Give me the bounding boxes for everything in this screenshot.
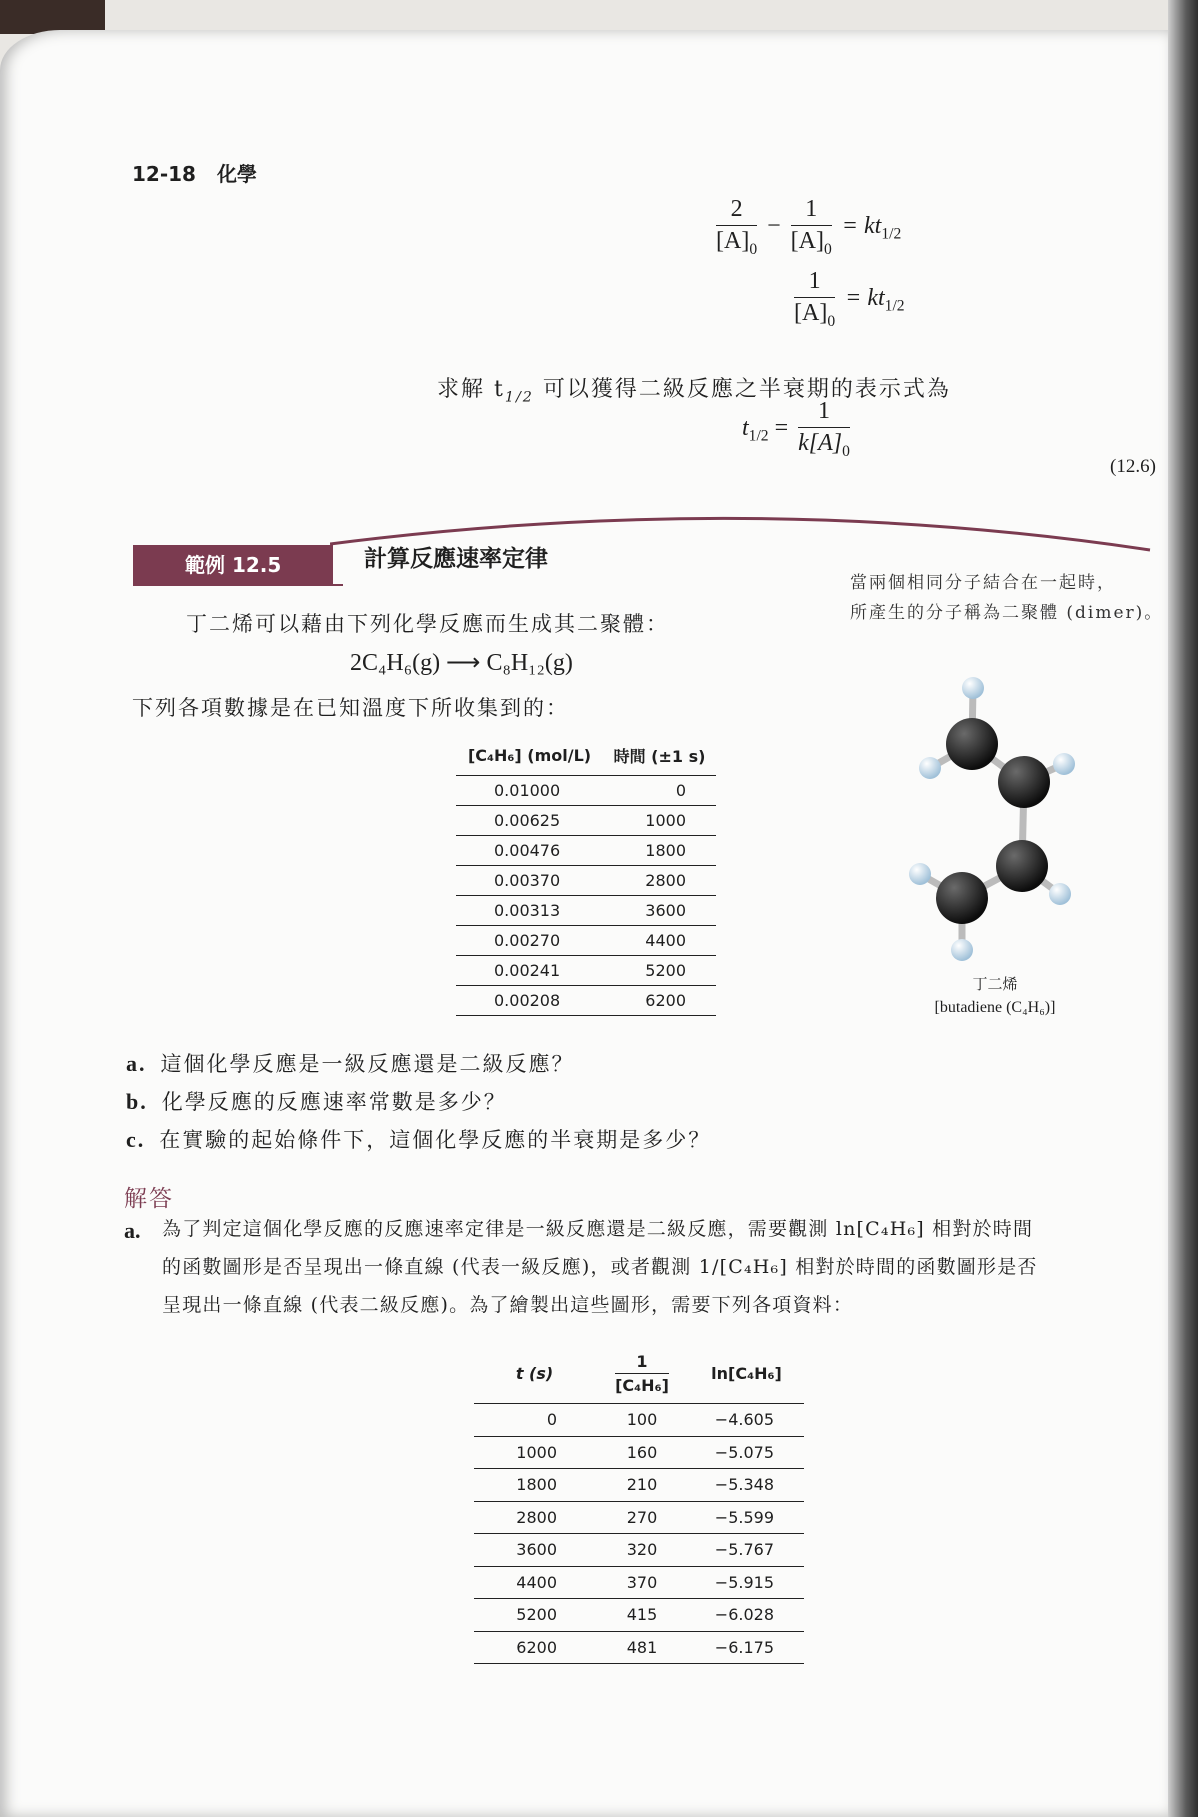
solution-label: a.: [124, 1218, 141, 1243]
formula-2-rhs-sub: 1/2: [884, 297, 905, 315]
formula-1-rhs: = kt: [841, 212, 882, 239]
table-cell: −5.767: [689, 1534, 804, 1567]
question-b: [126, 1086, 507, 1116]
equation-number: (12.6): [1110, 456, 1156, 477]
formula-1-den-b: [A]: [790, 228, 824, 254]
formula-2-rhs: = kt: [845, 284, 885, 311]
carbon-atom: [998, 756, 1050, 808]
half-life-lhs-sub: 1/2: [748, 427, 769, 445]
table-cell: −5.915: [689, 1566, 804, 1599]
table-row: [474, 1469, 804, 1502]
hydrogen-atom: [919, 757, 941, 779]
example-statement: 丁二烯可以藉由下列化學反應而生成其二聚體：: [186, 612, 669, 636]
table-cell: −5.599: [689, 1501, 804, 1534]
data-intro: 下列各項數據是在已知溫度下所收集到的：: [132, 696, 569, 720]
table-cell: 0.00370: [456, 866, 603, 896]
solution-heading: 解答: [124, 1186, 174, 1212]
intro-text: 求解 t: [437, 377, 505, 402]
formula-1-den-a-sub: 0: [749, 240, 758, 258]
intro-sub: 1/2: [504, 389, 534, 406]
formula-1-numerator-a: 2: [716, 196, 757, 226]
table-cell: 481: [595, 1631, 689, 1664]
formula-1-minus: −: [767, 212, 781, 239]
question-c: [126, 1124, 711, 1154]
formula-line-1: [712, 196, 901, 259]
table-row: [456, 926, 716, 956]
formula-1-den-b-sub: 0: [824, 240, 832, 258]
table-cell: 2800: [474, 1501, 595, 1534]
table-cell: 415: [595, 1599, 689, 1632]
table-cell: 100: [595, 1404, 689, 1437]
molecule-caption: [920, 972, 1070, 1020]
formula-1-numerator-b: 1: [791, 196, 832, 226]
table-cell: 0.00241: [456, 956, 603, 986]
solution-line-3: 呈現出一條直線 (代表二級反應)。為了繪製出這些圖形，需要下列各項資料：: [162, 1294, 854, 1316]
half-life-formula: [742, 398, 854, 461]
table-row: [474, 1501, 804, 1534]
hydrogen-atom: [909, 863, 931, 885]
table-cell: 210: [595, 1469, 689, 1502]
table-row: [456, 986, 716, 1016]
half-life-den-sub: 0: [842, 442, 850, 460]
table-row: [474, 1404, 804, 1437]
hydrogen-atom: [1053, 753, 1075, 775]
table-cell: 5200: [474, 1599, 595, 1632]
table-row: [474, 1631, 804, 1664]
hydrogen-atom: [962, 677, 984, 699]
header-text: t (s): [515, 1364, 554, 1383]
hydrogen-atom: [951, 939, 973, 961]
book-title: 化學: [216, 162, 257, 186]
half-life-lhs: t: [742, 414, 749, 441]
formula-1-rhs-sub: 1/2: [881, 225, 902, 243]
butadiene-molecule-illustration: [900, 670, 1100, 970]
header-numerator: 1: [615, 1352, 669, 1374]
table-cell: 0: [474, 1404, 595, 1437]
table-cell: −4.605: [689, 1404, 804, 1437]
solution-line-2: 的函數圖形是否呈現出一條直線 (代表一級反應)，或者觀測 1/[C₄H₆] 相對於時間的函數圖形是否: [162, 1256, 1038, 1278]
example-label-underline: [133, 584, 343, 586]
table-cell: 3600: [603, 896, 716, 926]
table-cell: 0: [603, 776, 716, 806]
formula-2-den-sub: 0: [827, 312, 836, 330]
question-label: a.: [126, 1051, 147, 1076]
table-cell: −6.028: [689, 1599, 804, 1632]
table-cell: −5.348: [689, 1469, 804, 1502]
page-number: 12-18: [132, 162, 196, 186]
hydrogen-atom: [1049, 883, 1071, 905]
carbon-atom: [936, 872, 988, 924]
formula-2-numerator: 1: [794, 268, 835, 298]
table-row: [474, 1566, 804, 1599]
column-header-concentration: [C₄H₆] (mol/L): [456, 740, 603, 776]
carbon-atom: [996, 840, 1048, 892]
table-cell: 2800: [603, 866, 716, 896]
table-row: [456, 806, 716, 836]
table-cell: 270: [595, 1501, 689, 1534]
reaction-equation: 2C₄H₆(g) ⟶ C₈H₁₂(g): [350, 650, 573, 676]
table-cell: 370: [595, 1566, 689, 1599]
table-cell: 3600: [474, 1534, 595, 1567]
sidenote-line-1: 當兩個相同分子結合在一起時，: [850, 573, 1116, 593]
table-cell: 1800: [603, 836, 716, 866]
table-row: [474, 1436, 804, 1469]
book-corner: [0, 0, 105, 34]
half-life-equals: =: [768, 414, 795, 441]
table-cell: 0.00270: [456, 926, 603, 956]
table-row: [474, 1599, 804, 1632]
table-cell: 0.00208: [456, 986, 603, 1016]
table-cell: 1000: [474, 1436, 595, 1469]
formula-1-den-a: [A]: [716, 228, 750, 254]
table-cell: 5200: [603, 956, 716, 986]
table-cell: 1800: [474, 1469, 595, 1502]
question-label: b.: [126, 1089, 148, 1114]
derived-data-table: [474, 1348, 804, 1664]
table-cell: −5.075: [689, 1436, 804, 1469]
molecule-caption-english: [butadiene (C₄H₆)]: [934, 999, 1056, 1016]
example-label: 範例 12.5: [133, 545, 333, 585]
book-spine: [1168, 0, 1198, 1817]
table-row: [456, 866, 716, 896]
table-cell: 0.00476: [456, 836, 603, 866]
table-cell: 1000: [603, 806, 716, 836]
formula-2-den: [A]: [794, 300, 828, 326]
formula-line-2: [790, 268, 905, 331]
example-title: 計算反應速率定律: [364, 545, 548, 572]
concentration-time-table: [456, 740, 716, 1016]
intro-rest: 可以獲得二級反應之半衰期的表示式為: [533, 377, 951, 402]
sidenote-line-2: 所產生的分子稱為二聚體 (dimer)。: [850, 603, 1164, 623]
question-text: 在實驗的起始條件下，這個化學反應的半衰期是多少？: [159, 1128, 712, 1152]
half-life-intro: [437, 372, 951, 405]
column-header-time: 時間 (±1 s): [603, 740, 716, 776]
table-cell: 160: [595, 1436, 689, 1469]
table-row: [456, 836, 716, 866]
table-row: [456, 956, 716, 986]
molecule-caption-chinese: 丁二烯: [972, 975, 1018, 993]
table-row: [456, 776, 716, 806]
table-cell: −6.175: [689, 1631, 804, 1664]
table-cell: 4400: [474, 1566, 595, 1599]
half-life-numerator: 1: [798, 398, 850, 428]
question-label: c.: [126, 1127, 146, 1152]
table-cell: 4400: [603, 926, 716, 956]
table-cell: 0.00313: [456, 896, 603, 926]
carbon-atom: [946, 718, 998, 770]
table-row: [456, 896, 716, 926]
half-life-den: k[A]: [798, 430, 843, 456]
table-cell: 0.01000: [456, 776, 603, 806]
table-cell: 6200: [474, 1631, 595, 1664]
page-header: [132, 158, 257, 187]
header-denominator: [C₄H₆]: [615, 1376, 669, 1395]
column-header-time: [474, 1348, 595, 1404]
column-header-ln-concentration: ln[C₄H₆]: [689, 1348, 804, 1404]
table-cell: 6200: [603, 986, 716, 1016]
question-text: 這個化學反應是一級反應還是二級反應？: [160, 1052, 575, 1076]
column-header-inverse-concentration: [595, 1348, 689, 1404]
table-cell: 320: [595, 1534, 689, 1567]
sidenote: [850, 568, 1163, 628]
table-row: [474, 1534, 804, 1567]
solution-line-1: 為了判定這個化學反應的反應速率定律是一級反應還是二級反應，需要觀測 ln[C₄H₆] 相對於時間: [162, 1218, 1034, 1240]
question-text: 化學反應的反應速率常數是多少？: [161, 1090, 507, 1114]
table-cell: 0.00625: [456, 806, 603, 836]
question-a: [126, 1048, 575, 1078]
